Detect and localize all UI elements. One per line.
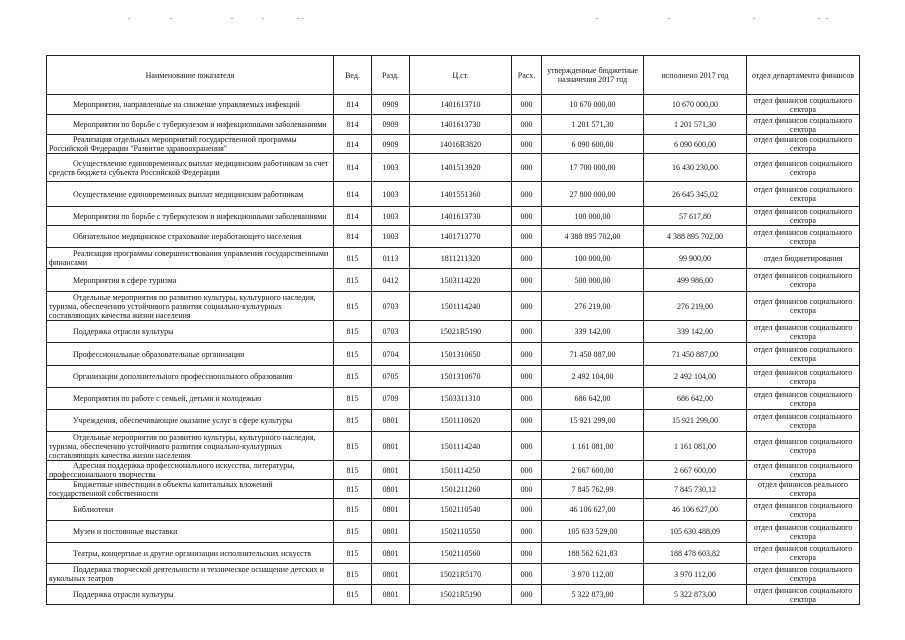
cell-razd: 0703 [372,321,410,343]
cell-cst: 1503114220 [410,269,512,292]
cell-approved: 105 633 529,00 [542,521,644,543]
table-row [47,432,860,461]
scan-mark [302,18,304,19]
cell-ved: 815 [334,461,372,480]
cell-ved: 815 [334,269,372,292]
cell-executed: 3 970 112,00 [644,564,747,585]
cell-ved: 815 [334,410,372,432]
cell-dept: отдел финансов социального сектора [747,585,860,605]
cell-dept: отдел бюджетирования [747,248,860,269]
scan-mark [297,18,299,19]
cell-ved: 814 [334,226,372,248]
cell-name [47,343,334,366]
cell-executed: 46 106 627,00 [644,499,747,521]
cell-cst: 1502110540 [410,499,512,521]
table-row [47,521,860,543]
cell-approved: 17 700 000,00 [542,154,644,182]
cell-razd: 0801 [372,585,410,605]
cell-dept: отдел финансов социального сектора [747,564,860,585]
cell-cst: 1502110550 [410,521,512,543]
cell-dept: отдел финансов социального сектора [747,366,860,388]
cell-ved: 815 [334,248,372,269]
scan-mark [668,18,670,19]
cell-rash: 000 [512,388,542,410]
cell-approved: 5 322 873,00 [542,585,644,605]
cell-name [47,321,334,343]
cell-name [47,432,334,461]
table-row [47,564,860,585]
cell-approved: 276 219,00 [542,292,644,321]
cell-executed: 10 670 000,00 [644,95,747,115]
cell-name [47,366,334,388]
table-row [47,182,860,207]
table-row [47,226,860,248]
cell-executed: 276 219,00 [644,292,747,321]
cell-rash: 000 [512,499,542,521]
cell-name [47,543,334,564]
cell-approved: 339 142,00 [542,321,644,343]
cell-ved: 814 [334,182,372,207]
cell-executed: 7 845 730,12 [644,480,747,499]
cell-razd: 1003 [372,154,410,182]
row-name-text: Мероприятия, направленные на снижение управляемых инфекций [73,100,300,109]
cell-rash: 000 [512,543,542,564]
cell-dept: отдел финансов социального сектора [747,410,860,432]
cell-approved: 686 642,00 [542,388,644,410]
header-dept: отдел департамента финансов [747,56,860,95]
cell-razd: 0801 [372,432,410,461]
cell-executed: 71 450 887,00 [644,343,747,366]
cell-executed: 6 090 600,00 [644,135,747,154]
cell-approved: 15 921 299,00 [542,410,644,432]
cell-approved: 46 106 627,00 [542,499,644,521]
cell-approved: 10 670 000,00 [542,95,644,115]
cell-razd: 0801 [372,543,410,564]
cell-dept: отдел финансов социального сектора [747,388,860,410]
table-row [47,292,860,321]
cell-name [47,115,334,135]
cell-approved: 100 000,00 [542,207,644,226]
cell-cst: 15021R5190 [410,321,512,343]
cell-razd: 1003 [372,207,410,226]
cell-cst: 1401513920 [410,154,512,182]
scan-mark [596,18,598,19]
table-row [47,321,860,343]
row-name-text: Адресная поддержка профессионального искусства, литературы, профессионального творчества [49,461,295,479]
cell-executed: 15 921 299,00 [644,410,747,432]
header-name: Наименование показателя [47,56,334,95]
cell-ved: 815 [334,366,372,388]
cell-approved: 6 090 600,00 [542,135,644,154]
cell-rash: 000 [512,410,542,432]
cell-cst: 1401613710 [410,95,512,115]
cell-rash: 000 [512,480,542,499]
cell-rash: 000 [512,564,542,585]
cell-cst: 1401613730 [410,115,512,135]
cell-name [47,521,334,543]
row-name-text: Осуществление единовременных выплат медицинским работникам за счет средств бюджета субъекта Российской Федерации [49,158,329,177]
cell-name [47,410,334,432]
table-row [47,269,860,292]
cell-razd: 0909 [372,135,410,154]
cell-ved: 815 [334,321,372,343]
cell-dept: отдел финансов социального сектора [747,115,860,135]
cell-name [47,269,334,292]
table-row [47,388,860,410]
cell-approved: 1 201 571,30 [542,115,644,135]
cell-dept: отдел финансов социального сектора [747,269,860,292]
cell-dept: отдел финансов социального сектора [747,543,860,564]
cell-dept: отдел финансов социального сектора [747,461,860,480]
cell-dept: отдел финансов социального сектора [747,95,860,115]
row-name-text: Реализация отдельных мероприятий государственной программы Российской Федерации "Развитие здравоохранения" [49,135,297,153]
cell-dept: отдел финансов социального сектора [747,499,860,521]
cell-name [47,207,334,226]
header-executed: исполнено 2017 год [644,56,747,95]
cell-razd: 0801 [372,521,410,543]
row-name-text: Профессиональные образовательные организации [73,349,245,359]
row-name-text: Бюджетные инвестиции в объекты капитальных вложений государственной собственности [49,480,273,498]
cell-razd: 1003 [372,226,410,248]
cell-executed: 1 201 571,30 [644,115,747,135]
cell-approved: 2 492 104,00 [542,366,644,388]
cell-executed: 5 322 873,00 [644,585,747,605]
cell-name [47,499,334,521]
cell-approved: 4 388 895 702,00 [542,226,644,248]
row-name-text: Обязательное медицинское страхование неработающего населения [73,232,302,241]
cell-name [47,226,334,248]
scan-mark [231,18,233,19]
cell-ved: 815 [334,388,372,410]
cell-executed: 1 161 081,00 [644,432,747,461]
cell-cst: 1401713770 [410,226,512,248]
scan-mark [818,18,820,19]
table-row [47,499,860,521]
cell-cst: 1501114240 [410,432,512,461]
table-row [47,480,860,499]
cell-ved: 815 [334,343,372,366]
cell-rash: 000 [512,343,542,366]
cell-ved: 814 [334,135,372,154]
cell-cst: 1501310670 [410,366,512,388]
cell-ved: 815 [334,499,372,521]
table-header-row [47,56,860,95]
row-name-text: Учреждения, обеспечивающие оказание услуг в сфере культуры [73,416,293,425]
cell-razd: 0704 [372,343,410,366]
header-rash: Расх. [512,56,542,95]
cell-executed: 339 142,00 [644,321,747,343]
header-razd: Разд. [372,56,410,95]
cell-razd: 0705 [372,366,410,388]
cell-name [47,480,334,499]
cell-cst: 1401551360 [410,182,512,207]
cell-razd: 0909 [372,95,410,115]
cell-dept: отдел финансов социального сектора [747,521,860,543]
cell-name [47,154,334,182]
cell-executed: 105 630 488,09 [644,521,747,543]
table-row [47,543,860,564]
table-row [47,248,860,269]
cell-ved: 815 [334,564,372,585]
cell-cst: 14016R3820 [410,135,512,154]
cell-dept: отдел финансов социального сектора [747,432,860,461]
cell-razd: 0113 [372,248,410,269]
cell-rash: 000 [512,135,542,154]
cell-razd: 0801 [372,564,410,585]
cell-dept: отдел финансов социального сектора [747,154,860,182]
cell-ved: 815 [334,521,372,543]
cell-ved: 815 [334,292,372,321]
cell-name [47,388,334,410]
cell-razd: 1003 [372,182,410,207]
cell-cst: 1501211260 [410,480,512,499]
table-row [47,154,860,182]
cell-rash: 000 [512,207,542,226]
cell-dept: отдел финансов социального сектора [747,321,860,343]
cell-approved: 71 450 887,00 [542,343,644,366]
row-name-text: Отдельные мероприятия по развитию культуры, культурного наследия, туризма, обеспечению устойчивого развития социально-культурных составляющих качества жизни населения [49,292,316,320]
cell-cst: 1401613730 [410,207,512,226]
cell-razd: 0801 [372,410,410,432]
scan-mark [262,18,264,19]
cell-rash: 000 [512,366,542,388]
row-name-text: Поддержка отрасли культуры [73,327,174,336]
cell-dept: отдел финансов социального сектора [747,343,860,366]
row-name-text: Поддержка творческой деятельности и техническое оснащение детских и кукольных театров [49,565,324,583]
cell-ved: 815 [334,480,372,499]
row-name-text: Библиотеки [73,505,114,514]
cell-approved: 100 000,00 [542,248,644,269]
row-name-text: Организации дополнительного профессионального образования [73,372,293,381]
cell-rash: 000 [512,461,542,480]
row-name-text: Мероприятия по работе с семьей, детьми и молодежью [73,394,262,403]
cell-approved: 27 800 000,00 [542,182,644,207]
cell-ved: 814 [334,115,372,135]
cell-dept: отдел финансов социального сектора [747,135,860,154]
cell-ved: 815 [334,543,372,564]
cell-approved: 7 845 762,99 [542,480,644,499]
row-name-text: Мероприятия по борьбе с туберкулезом и инфекционными заболеваниями [73,211,327,221]
scan-mark [128,18,130,19]
cell-approved: 500 000,00 [542,269,644,292]
cell-razd: 0909 [372,115,410,135]
cell-executed: 4 388 895 702,00 [644,226,747,248]
cell-ved: 815 [334,432,372,461]
cell-razd: 0801 [372,461,410,480]
cell-rash: 000 [512,292,542,321]
row-name-text: Отдельные мероприятия по развитию культуры, культурного наследия, туризма, обеспечению устойчивого развития социально-культурных составляющих качества жизни населения [49,432,316,460]
cell-razd: 0801 [372,480,410,499]
cell-rash: 000 [512,226,542,248]
cell-cst: 1501310650 [410,343,512,366]
cell-cst: 1501114250 [410,461,512,480]
cell-rash: 000 [512,182,542,207]
scan-mark [170,18,172,19]
table-row [47,115,860,135]
table-row [47,366,860,388]
cell-razd: 0801 [372,499,410,521]
cell-executed: 499 986,00 [644,269,747,292]
cell-cst: 15021R5190 [410,585,512,605]
cell-razd: 0703 [372,292,410,321]
table-body [47,95,860,605]
row-name-text: Музеи и постоянные выставки [73,527,178,536]
cell-executed: 686 642,00 [644,388,747,410]
header-cst: Ц.ст. [410,56,512,95]
cell-rash: 000 [512,585,542,605]
cell-rash: 000 [512,521,542,543]
header-approved: утвержденные бюджетные назначения 2017 год [542,56,644,95]
cell-razd: 0412 [372,269,410,292]
cell-rash: 000 [512,321,542,343]
cell-name [47,461,334,480]
cell-ved: 814 [334,207,372,226]
table-row [47,343,860,366]
cell-dept: отдел финансов реального сектора [747,480,860,499]
cell-dept: отдел финансов социального сектора [747,207,860,226]
cell-name [47,182,334,207]
cell-cst: 1501114240 [410,292,512,321]
cell-approved: 188 562 621,83 [542,543,644,564]
cell-executed: 188 478 603,82 [644,543,747,564]
table-row [47,585,860,605]
cell-ved: 815 [334,585,372,605]
cell-name [47,292,334,321]
cell-ved: 814 [334,154,372,182]
table-row [47,95,860,115]
row-name-text: Реализация программы совершенствования управления государственными финансами [49,249,329,267]
table-row [47,135,860,154]
cell-cst: 1502110560 [410,543,512,564]
row-name-text: Поддержка отрасли культуры [73,590,174,599]
cell-name [47,135,334,154]
cell-rash: 000 [512,115,542,135]
cell-dept: отдел финансов социального сектора [747,226,860,248]
cell-cst: 1501110620 [410,410,512,432]
cell-dept: отдел финансов социального сектора [747,182,860,207]
row-name-text: Театры, концертные и другие организации исполнительских искусств [73,548,311,558]
cell-executed: 26 645 345,02 [644,182,747,207]
cell-rash: 000 [512,432,542,461]
header-ved: Вед. [334,56,372,95]
cell-name [47,95,334,115]
cell-razd: 0709 [372,388,410,410]
cell-name [47,564,334,585]
scan-mark [826,18,828,19]
table-row [47,207,860,226]
cell-cst: 15021R5170 [410,564,512,585]
cell-approved: 2 667 600,00 [542,461,644,480]
row-name-text: Мероприятия в сфере туризма [73,275,177,285]
table-row [47,410,860,432]
cell-approved: 1 161 081,00 [542,432,644,461]
cell-dept: отдел финансов социального сектора [747,292,860,321]
cell-name [47,585,334,605]
cell-executed: 57 617,80 [644,207,747,226]
table-row [47,461,860,480]
cell-cst: 1503311310 [410,388,512,410]
cell-ved: 814 [334,95,372,115]
cell-executed: 2 667 600,00 [644,461,747,480]
cell-executed: 16 430 230,00 [644,154,747,182]
cell-rash: 000 [512,154,542,182]
cell-approved: 3 970 112,00 [542,564,644,585]
row-name-text: Мероприятия по борьбе с туберкулезом и инфекционными заболеваниями [73,120,327,129]
scan-mark [753,18,755,19]
cell-rash: 000 [512,269,542,292]
cell-executed: 2 492 104,00 [644,366,747,388]
cell-cst: 1811211320 [410,248,512,269]
cell-name [47,248,334,269]
cell-executed: 99 900,00 [644,248,747,269]
row-name-text: Осуществление единовременных выплат медицинским работникам [73,189,304,199]
budget-table [46,55,860,605]
cell-rash: 000 [512,95,542,115]
cell-rash: 000 [512,248,542,269]
